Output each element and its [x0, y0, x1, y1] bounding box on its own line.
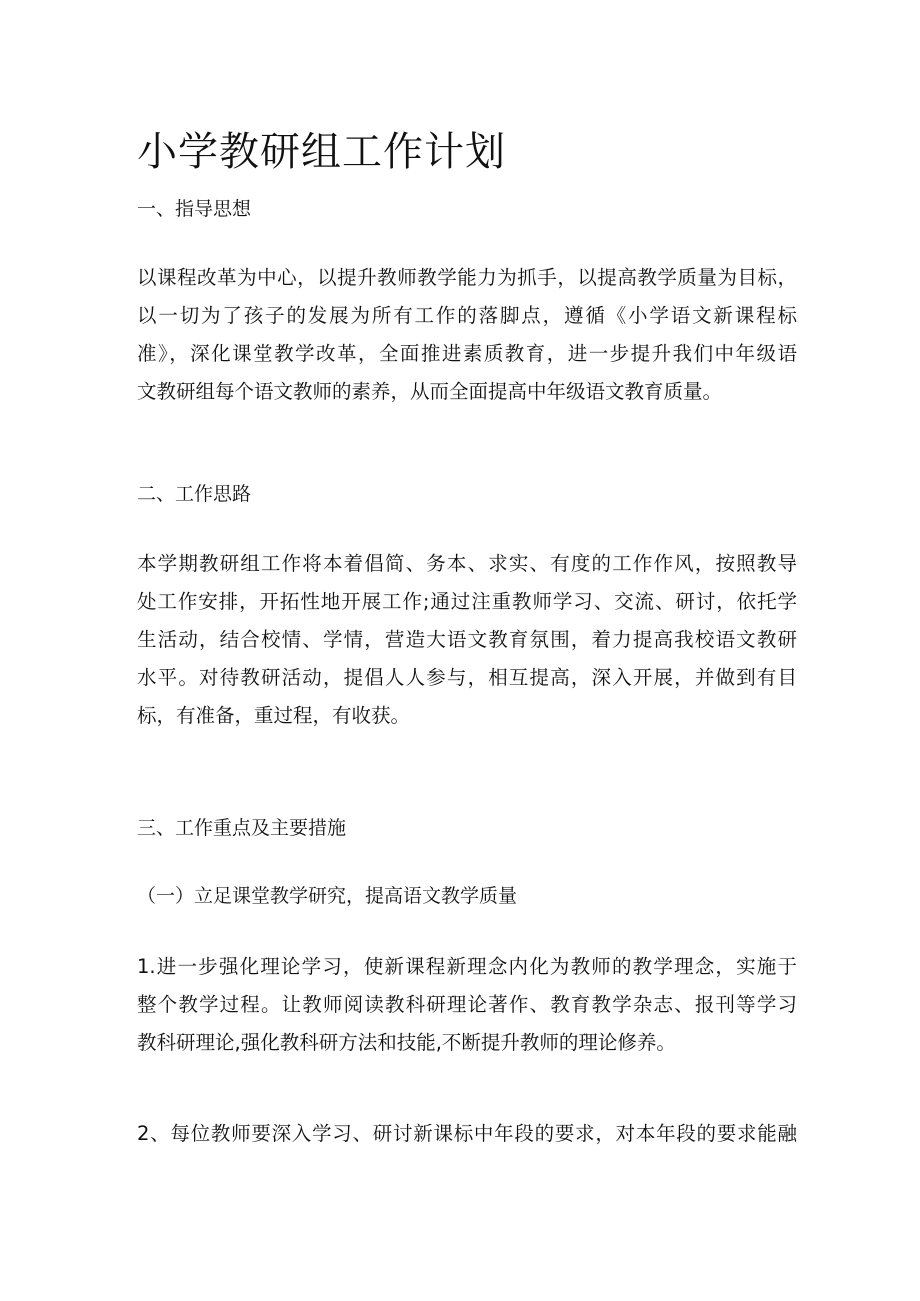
paragraph-line: 生活动，结合校情、学情，营造大语文教育氛围，着力提高我校语文教研 — [137, 628, 797, 651]
paragraph-line: 1.进一步强化理论学习，使新课程新理念内化为教师的教学理念，实施于 — [137, 955, 797, 978]
paragraph-work-approach — [137, 545, 797, 735]
paragraph-line: 本学期教研组工作将本着倡简、务本、求实、有度的工作作风，按照教导 — [137, 552, 797, 575]
paragraph-guiding-ideology — [137, 259, 797, 411]
paragraph-line: 以一切为了孩子的发展为所有工作的落脚点，遵循《小学语文新课程标 — [137, 304, 797, 327]
section-heading-key-measures: 三、工作重点及主要措施 — [137, 817, 347, 839]
section-heading-work-approach: 二、工作思路 — [137, 483, 252, 505]
document-title: 小学教研组工作计划 — [137, 129, 506, 175]
paragraph-line: 整个教学过程。让教师阅读教科研理论著作、教育教学杂志、报刊等学习 — [137, 993, 797, 1016]
subsection-heading-classroom-research: （一）立足课堂教学研究，提高语文教学质量 — [137, 885, 518, 907]
paragraph-line: 文教研组每个语文教师的素养，从而全面提高中年级语文教育质量。 — [137, 380, 723, 403]
paragraph-item-2 — [137, 1115, 797, 1153]
section-heading-guiding-ideology: 一、指导思想 — [137, 198, 252, 220]
paragraph-line: 水平。对待教研活动，提倡人人参与，相互提高，深入开展，并做到有目 — [137, 666, 797, 689]
paragraph-line: 标，有准备，重过程，有收获。 — [137, 704, 411, 727]
paragraph-line: 处工作安排，开拓性地开展工作;通过注重教师学习、交流、研讨，依托学 — [137, 590, 797, 613]
paragraph-line: 教科研理论,强化教科研方法和技能,不断提升教师的理论修养。 — [137, 1031, 676, 1054]
paragraph-line: 准》，深化课堂教学改革，全面推进素质教育，进一步提升我们中年级语 — [137, 342, 797, 365]
paragraph-line: 以课程改革为中心，以提升教师教学能力为抓手，以提高教学质量为目标， — [137, 266, 797, 289]
paragraph-line: 2、每位教师要深入学习、研讨新课标中年段的要求，对本年段的要求能融 — [137, 1122, 797, 1145]
paragraph-item-1 — [137, 948, 797, 1062]
